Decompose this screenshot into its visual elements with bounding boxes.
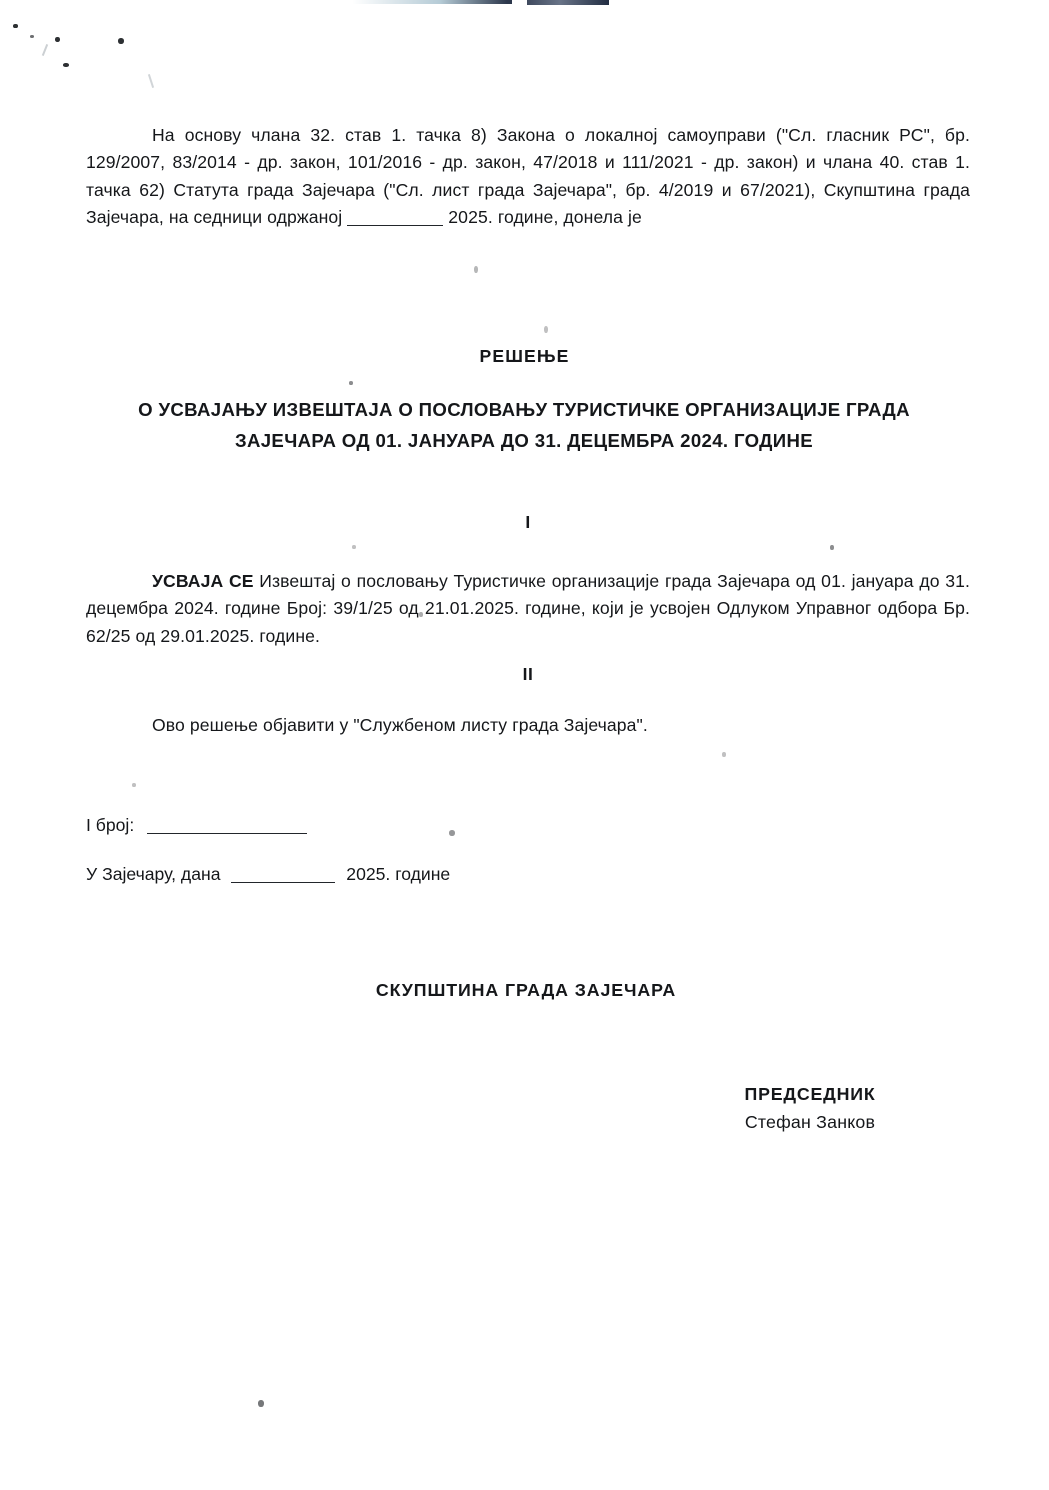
place-date-field: [86, 861, 450, 888]
preamble-paragraph: [86, 122, 970, 232]
signature-block: [650, 1080, 970, 1136]
document-subject-line-2: ЗАЈЕЧАРА ОД 01. ЈАНУАРА ДО 31. ДЕЦЕМБРА 2024. ГОДИНЕ: [234, 430, 814, 451]
scan-speck: [474, 266, 478, 273]
session-date-blank[interactable]: [347, 225, 443, 226]
scan-speck: [30, 35, 34, 38]
scan-speck: [830, 545, 834, 550]
scan-speck: [132, 783, 136, 787]
scan-shadow-streak-secondary-icon: [527, 0, 609, 5]
scan-speck: [13, 24, 18, 28]
scan-hairline: [42, 44, 48, 56]
document-kind-heading: [0, 345, 1049, 368]
scan-speck: [352, 545, 356, 549]
scan-speck: [449, 830, 455, 836]
scan-speck: [349, 381, 353, 385]
preamble-text-part-1: На основу члана 32. став 1. тачка 8) Закона о локалној самоуправи ("Сл. гласник РС", бр. 129/2007, 83/2014 - др. закон, 101/2016 - др. закон, 47/2018 и 111/2021 - др. закон) и члана 40. став 1. тачка 62) Статута града Зајечара ("Сл. лист града Зајечара", бр. 4/2019 и 67/2021), Скупштина града Зајечара, на седници одржаној: [86, 125, 970, 228]
section-numeral-i-text: I: [525, 512, 531, 532]
scan-speck: [544, 326, 548, 333]
section-i-body: Извештај о пословању Туристичке организације града Зајечара од 01. јануара до 31. децембра 2024. године Број: 39/1/25 од 21.01.2025. године, који је усвојен Одлуком Управног одбора Бр. 62/25 од 29.01.2025. године.: [86, 571, 971, 646]
scan-speck: [722, 752, 726, 757]
scan-speck: [118, 38, 124, 44]
signatory-title: ПРЕДСЕДНИК: [744, 1084, 876, 1104]
document-number-field: [86, 812, 307, 839]
issuing-authority-text: СКУПШТИНА ГРАДА ЗАЈЕЧАРА: [375, 980, 677, 1000]
section-numeral-ii: [0, 664, 1049, 685]
issuing-authority: [186, 980, 866, 1001]
section-numeral-i: [0, 512, 1049, 533]
document-subject-heading: [40, 394, 1008, 456]
section-ii-paragraph: [86, 712, 970, 739]
scan-speck: [258, 1400, 264, 1407]
section-i-lead: УСВАЈА СЕ: [152, 571, 254, 591]
signatory-name: Стефан Занков: [744, 1112, 876, 1132]
document-number-blank[interactable]: [147, 833, 307, 834]
section-numeral-ii-text: II: [522, 664, 534, 684]
issue-date-blank[interactable]: [231, 882, 335, 883]
preamble-text-part-2: 2025. године, донела је: [443, 207, 642, 228]
document-kind-text: РЕШЕЊЕ: [479, 346, 570, 366]
document-subject-line-1: О УСВАЈАЊУ ИЗВЕШТАЈА О ПОСЛОВАЊУ ТУРИСТИЧКЕ ОРГАНИЗАЦИЈЕ ГРАДА: [138, 399, 910, 420]
section-ii-body: Ово решење објавити у "Службеном листу града Зајечара".: [152, 715, 648, 735]
section-i-paragraph: [86, 568, 970, 650]
document-number-label: I број:: [86, 815, 135, 835]
scan-hairline: [148, 74, 154, 88]
scan-speck: [63, 63, 69, 67]
place-date-year: 2025. године: [346, 864, 451, 884]
scan-speck: [55, 37, 60, 42]
place-date-prefix: У Зајечару, дана: [86, 864, 221, 884]
scan-shadow-streak-icon: [352, 0, 512, 4]
